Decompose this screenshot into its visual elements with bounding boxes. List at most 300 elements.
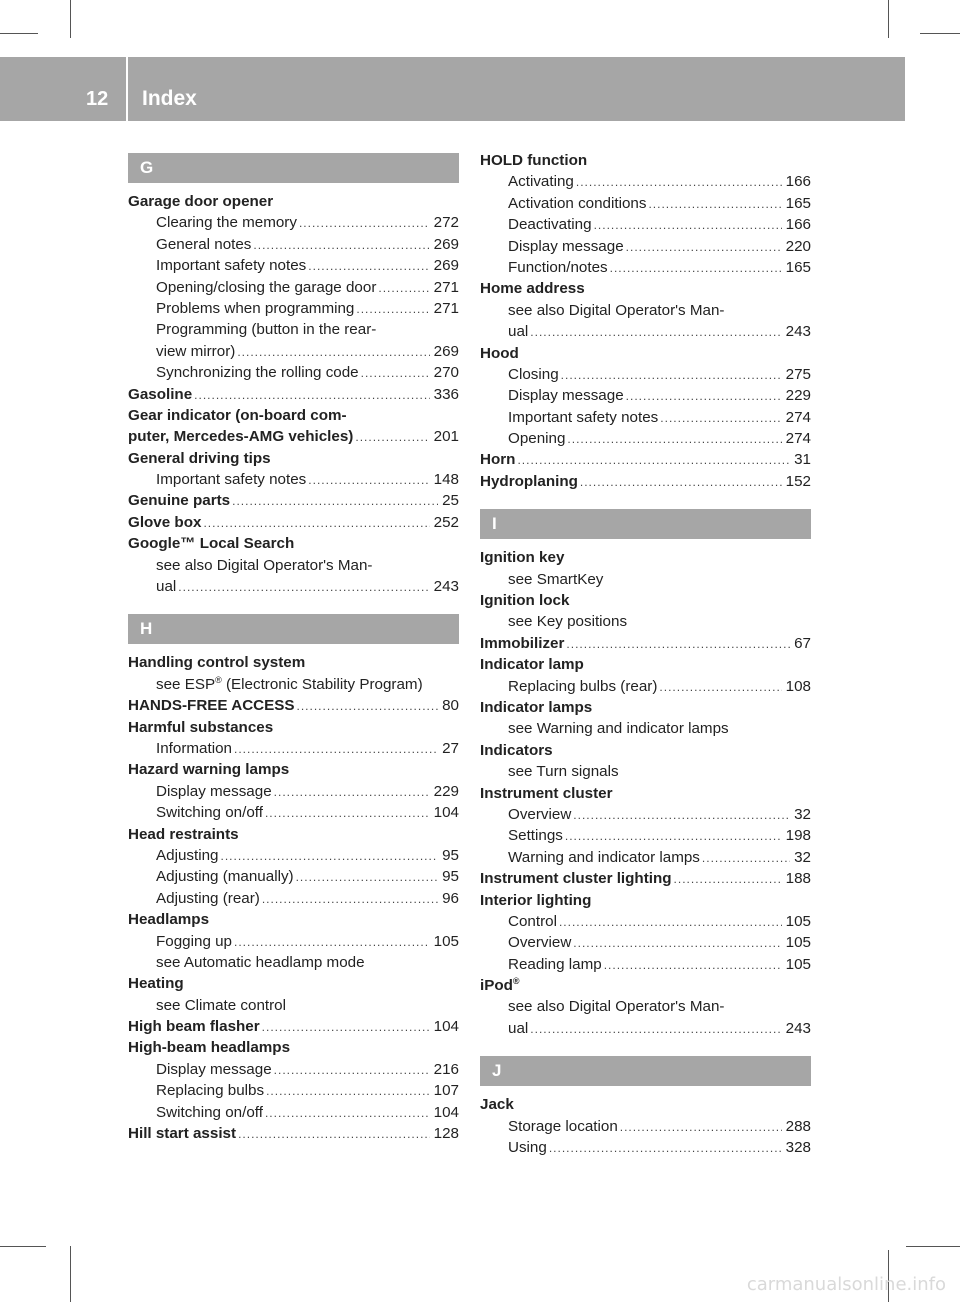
entry-term-text: see Turn signals — [508, 763, 619, 781]
index-subentry[interactable] — [480, 1018, 811, 1039]
entry-term — [508, 1137, 547, 1158]
section-letter-j: J — [480, 1056, 811, 1086]
page-reference[interactable]: 271 — [433, 299, 459, 317]
index-entry[interactable] — [128, 426, 459, 447]
entry-term — [156, 277, 376, 298]
crop-mark — [0, 1246, 46, 1247]
entry-term-text: Important safety notes — [156, 471, 307, 489]
dot-leader — [203, 513, 429, 534]
entry-term-text: ual — [508, 1019, 529, 1037]
index-subentry[interactable] — [128, 931, 459, 952]
entry-term — [128, 1016, 260, 1037]
crop-mark — [0, 33, 38, 34]
entry-term-text: Synchronizing the rolling code — [156, 364, 359, 382]
registered-mark: ® — [215, 674, 222, 685]
entry-term — [156, 255, 306, 276]
page-reference[interactable]: 269 — [433, 342, 459, 360]
crop-mark — [888, 0, 889, 38]
entry-term-text: Hazard warning lamps — [128, 761, 290, 779]
entry-term — [508, 932, 571, 953]
page-reference[interactable]: 104 — [433, 804, 459, 822]
crop-mark — [906, 1246, 960, 1247]
entry-term — [508, 321, 528, 342]
page-reference[interactable]: 95 — [442, 868, 459, 886]
page-reference[interactable]: 32 — [794, 805, 811, 823]
entry-term — [156, 319, 376, 340]
index-subentry[interactable] — [480, 428, 811, 449]
entry-term-text: see also Digital Operator's Man- — [156, 556, 373, 574]
entry-term-text: view mirror) — [156, 342, 236, 360]
page-reference[interactable]: 328 — [785, 1139, 811, 1157]
entry-term — [156, 674, 423, 695]
dot-leader — [573, 805, 790, 826]
entry-term-text: Information — [156, 739, 232, 757]
entry-term — [156, 298, 354, 319]
entry-term — [156, 555, 372, 576]
page-number: 12 — [86, 88, 109, 110]
page-reference[interactable]: 271 — [433, 278, 459, 296]
entry-term-text: Opening — [508, 430, 566, 448]
entry-term-text: Genuine parts — [128, 492, 231, 510]
index-subentry[interactable] — [128, 1102, 459, 1123]
entry-term — [508, 407, 658, 428]
dot-leader — [262, 889, 438, 910]
entry-term-text: Harmful substances — [128, 718, 274, 736]
entry-term-text: Immobilizer — [480, 634, 565, 652]
index-subentry — [128, 319, 459, 340]
entry-term-text: Storage location — [508, 1117, 618, 1135]
page-reference[interactable]: 105 — [785, 934, 811, 952]
index-subentry[interactable] — [128, 738, 459, 759]
entry-term — [480, 471, 578, 492]
index-entry[interactable] — [128, 490, 459, 511]
entry-term — [480, 740, 553, 761]
index-subentry[interactable] — [480, 1137, 811, 1158]
page-reference[interactable]: 104 — [433, 1018, 459, 1036]
header-divider — [126, 57, 128, 121]
entry-term-text: Indicator lamps — [480, 698, 593, 716]
index-entry — [128, 759, 459, 780]
page-reference[interactable]: 27 — [442, 739, 459, 757]
entry-term — [508, 569, 603, 590]
index-subentry[interactable] — [480, 236, 811, 257]
dot-leader — [530, 322, 781, 343]
entry-term-text: Control — [508, 912, 557, 930]
index-entry[interactable] — [480, 633, 811, 654]
index-subentry[interactable] — [128, 255, 459, 276]
index-subentry[interactable] — [480, 825, 811, 846]
entry-term-text: Interior lighting — [480, 891, 592, 909]
entry-term — [508, 364, 559, 385]
index-subentry[interactable] — [480, 385, 811, 406]
entry-term — [508, 611, 627, 632]
index-column-right — [480, 150, 811, 1158]
entry-term-text: see also Digital Operator's Man- — [508, 998, 725, 1016]
entry-term — [128, 759, 289, 780]
page-reference[interactable]: 25 — [442, 492, 459, 510]
watermark: carmanualsonline.info — [746, 1274, 946, 1295]
entry-term-text: Problems when programming — [156, 299, 355, 317]
index-subentry[interactable] — [480, 932, 811, 953]
entry-term — [128, 652, 305, 673]
index-subentry[interactable] — [128, 469, 459, 490]
entry-term-text: Activating — [508, 173, 574, 191]
entry-term-text: Hydroplaning — [480, 472, 578, 490]
entry-term — [508, 428, 565, 449]
entry-term-text: Indicators — [480, 741, 553, 759]
index-entry — [480, 150, 811, 171]
entry-term — [128, 824, 239, 845]
index-subentry[interactable] — [480, 321, 811, 342]
index-entry — [128, 1037, 459, 1058]
entry-term-text: Activation conditions — [508, 194, 647, 212]
entry-term-text: HOLD function — [480, 152, 588, 169]
index-subentry[interactable] — [128, 802, 459, 823]
entry-term-text: Reading lamp — [508, 955, 602, 973]
entry-term-text: see Warning and indicator lamps — [508, 720, 729, 738]
dot-leader — [234, 932, 430, 953]
index-subentry[interactable] — [128, 212, 459, 233]
entry-term-text: Google™ Local Search — [128, 535, 295, 553]
page-reference[interactable]: 229 — [433, 782, 459, 800]
page-reference[interactable]: 243 — [433, 578, 459, 596]
index-subentry[interactable] — [128, 341, 459, 362]
index-subentry — [128, 995, 459, 1016]
page-reference[interactable]: 243 — [785, 1019, 811, 1037]
entry-term-text: Handling control system — [128, 654, 306, 672]
index-subentry — [480, 996, 811, 1017]
dot-leader — [356, 299, 429, 320]
entry-term — [156, 802, 263, 823]
entry-term-text: Deactivating — [508, 216, 592, 234]
entry-term-text: Warning and indicator lamps — [508, 848, 700, 866]
index-entry[interactable] — [128, 1016, 459, 1037]
index-entry — [480, 740, 811, 761]
entry-term — [128, 533, 294, 554]
entry-term-text: High-beam headlamps — [128, 1039, 291, 1057]
entry-term-text: Adjusting (rear) — [156, 889, 260, 907]
entry-term-text: see Automatic headlamp mode — [156, 953, 365, 971]
index-subentry[interactable] — [128, 234, 459, 255]
index-entry — [128, 652, 459, 673]
dot-leader — [296, 867, 439, 888]
entry-term — [128, 717, 273, 738]
crop-mark — [920, 33, 960, 34]
page-reference[interactable]: 274 — [785, 408, 811, 426]
page-reference[interactable]: 269 — [433, 257, 459, 275]
page-reference[interactable]: 32 — [794, 848, 811, 866]
page-reference[interactable]: 166 — [785, 173, 811, 191]
entry-term-text: Clearing the memory — [156, 214, 297, 232]
index-subentry[interactable] — [480, 257, 811, 278]
entry-term — [508, 761, 619, 782]
page-reference[interactable]: 67 — [794, 634, 811, 652]
dot-leader — [648, 194, 781, 215]
entry-term-text: Closing — [508, 365, 559, 383]
entry-term — [156, 738, 232, 759]
crop-mark — [70, 1246, 71, 1302]
entry-term — [128, 191, 273, 212]
entry-term — [156, 341, 235, 362]
index-entry[interactable] — [480, 449, 811, 470]
index-entry[interactable] — [128, 695, 459, 716]
entry-term-text: Display message — [508, 237, 624, 255]
index-entry — [128, 717, 459, 738]
entry-term — [156, 931, 232, 952]
entry-term-text: Display message — [156, 1060, 272, 1078]
entry-term-text: General driving tips — [128, 449, 271, 467]
dot-leader — [626, 237, 782, 258]
page-reference[interactable]: 107 — [433, 1082, 459, 1100]
page-reference[interactable]: 148 — [433, 471, 459, 489]
entry-term-text: Overview — [508, 934, 572, 952]
entry-term — [480, 654, 584, 675]
page-reference[interactable]: 201 — [433, 428, 459, 446]
entry-term — [156, 1102, 263, 1123]
index-entry[interactable] — [128, 1123, 459, 1144]
entry-term-text: Home address — [480, 280, 585, 298]
entry-term-text: Instrument cluster lighting — [480, 870, 672, 888]
dot-leader — [567, 429, 781, 450]
page-reference[interactable]: 270 — [433, 364, 459, 382]
entry-term — [156, 781, 272, 802]
page-reference[interactable]: 128 — [433, 1125, 459, 1143]
entry-term-text: Hood — [480, 344, 519, 362]
entry-term-text: HANDS-FREE ACCESS — [128, 697, 295, 715]
entry-term — [480, 1094, 514, 1115]
dot-leader — [530, 1019, 781, 1040]
entry-term — [508, 300, 724, 321]
index-entry[interactable] — [128, 512, 459, 533]
index-entry — [480, 890, 811, 911]
index-subentry[interactable] — [128, 888, 459, 909]
entry-term — [508, 996, 724, 1017]
entry-term — [156, 234, 251, 255]
dot-leader — [234, 739, 438, 760]
index-entry[interactable] — [480, 868, 811, 889]
entry-term-text: General notes — [156, 235, 252, 253]
entry-term-text: Hill start assist — [128, 1125, 237, 1143]
entry-term — [508, 911, 557, 932]
page-reference[interactable]: 152 — [785, 472, 811, 490]
entry-term-text: Display message — [156, 782, 272, 800]
entry-term — [508, 1116, 618, 1137]
index-entry — [128, 824, 459, 845]
index-subentry[interactable] — [128, 781, 459, 802]
page-reference[interactable]: 275 — [785, 365, 811, 383]
index-subentry[interactable] — [480, 954, 811, 975]
dot-leader — [308, 470, 429, 491]
dot-leader — [565, 826, 782, 847]
index-entry — [480, 343, 811, 364]
entry-term-text: High beam flasher — [128, 1018, 260, 1036]
index-entry — [480, 975, 811, 996]
index-subentry[interactable] — [480, 171, 811, 192]
entry-term — [156, 212, 297, 233]
page-reference[interactable]: 105 — [433, 932, 459, 950]
entry-term — [508, 385, 624, 406]
entry-term — [128, 426, 353, 447]
entry-term — [508, 193, 646, 214]
index-subentry[interactable] — [128, 362, 459, 383]
page-reference[interactable]: 104 — [433, 1103, 459, 1121]
page-reference[interactable]: 31 — [794, 451, 811, 469]
dot-leader — [604, 955, 782, 976]
entry-term-text: Headlamps — [128, 911, 210, 929]
entry-term — [480, 150, 587, 171]
index-subentry — [480, 569, 811, 590]
index-entry — [128, 405, 459, 426]
dot-leader — [178, 577, 429, 598]
page-reference[interactable]: 336 — [433, 385, 459, 403]
entry-term — [480, 783, 613, 804]
entry-term-text: Garage door opener — [128, 193, 274, 210]
index-subentry[interactable] — [128, 277, 459, 298]
entry-term — [480, 343, 519, 364]
page-reference[interactable]: 243 — [785, 323, 811, 341]
index-subentry[interactable] — [480, 804, 811, 825]
index-subentry[interactable] — [480, 214, 811, 235]
index-subentry — [128, 952, 459, 973]
entry-term-text: Ignition key — [480, 549, 565, 567]
page-reference[interactable]: 252 — [433, 513, 459, 531]
page-reference[interactable]: 269 — [433, 235, 459, 253]
entry-term-text: Indicator lamp — [480, 656, 584, 674]
entry-term — [156, 1059, 272, 1080]
index-subentry[interactable] — [128, 298, 459, 319]
index-entry — [480, 783, 811, 804]
entry-term-text: Overview — [508, 805, 572, 823]
index-subentry[interactable] — [480, 911, 811, 932]
entry-term — [128, 695, 295, 716]
index-entry — [128, 448, 459, 469]
section-letter-i: I — [480, 509, 811, 539]
entry-term — [480, 449, 515, 470]
entry-term — [156, 995, 286, 1016]
entry-term — [508, 676, 657, 697]
dot-leader — [549, 1138, 782, 1159]
page-reference[interactable]: 288 — [785, 1117, 811, 1135]
index-entry[interactable] — [128, 384, 459, 405]
entry-term — [156, 362, 359, 383]
page-reference[interactable]: 198 — [785, 827, 811, 845]
entry-term — [128, 384, 192, 405]
entry-term — [156, 469, 306, 490]
index-subentry[interactable] — [128, 1080, 459, 1101]
entry-term-text: Important safety notes — [508, 408, 659, 426]
page-reference[interactable]: 272 — [433, 214, 459, 232]
page-reference[interactable]: 165 — [785, 194, 811, 212]
page-reference[interactable]: 108 — [785, 677, 811, 695]
entry-term-text: Important safety notes — [156, 257, 307, 275]
entry-term-text: ual — [508, 323, 529, 341]
page-reference[interactable]: 95 — [442, 846, 459, 864]
page-title: Index — [142, 87, 197, 110]
index-subentry[interactable] — [128, 576, 459, 597]
dot-leader — [253, 235, 429, 256]
entry-term-text: Gear indicator (on-board com- — [128, 406, 347, 424]
dot-leader — [378, 278, 429, 299]
entry-term — [128, 1123, 236, 1144]
index-subentry[interactable] — [480, 676, 811, 697]
page-reference[interactable]: 105 — [785, 955, 811, 973]
dot-leader — [262, 1017, 430, 1038]
page-reference[interactable]: 274 — [785, 430, 811, 448]
page-reference[interactable]: 220 — [785, 237, 811, 255]
entry-term-text: Display message — [508, 387, 624, 405]
dot-leader — [194, 385, 430, 406]
entry-term-text: Heating — [128, 975, 184, 993]
dot-leader — [265, 803, 430, 824]
index-subentry[interactable] — [480, 193, 811, 214]
index-subentry[interactable] — [128, 845, 459, 866]
page-reference[interactable]: 229 — [785, 387, 811, 405]
index-subentry[interactable] — [480, 407, 811, 428]
index-subentry[interactable] — [480, 1116, 811, 1137]
page-reference[interactable]: 96 — [442, 889, 459, 907]
entry-term-text: Settings — [508, 827, 563, 845]
index-entry[interactable] — [480, 471, 811, 492]
entry-term-text-after: (Electronic Stability Program) — [221, 675, 423, 693]
page-reference[interactable]: 188 — [785, 870, 811, 888]
dot-leader — [674, 869, 782, 890]
entry-term-text: Fogging up — [156, 932, 232, 950]
page-reference[interactable]: 216 — [433, 1060, 459, 1078]
dot-leader — [355, 427, 429, 448]
entry-term-text: Ignition lock — [480, 592, 570, 610]
entry-term — [508, 257, 608, 278]
entry-term — [128, 490, 230, 511]
dot-leader — [517, 450, 790, 471]
entry-term — [128, 1037, 290, 1058]
index-subentry[interactable] — [480, 847, 811, 868]
page-reference[interactable]: 105 — [785, 912, 811, 930]
entry-term — [480, 890, 591, 911]
dot-leader — [299, 213, 430, 234]
entry-term — [128, 512, 201, 533]
index-subentry[interactable] — [128, 866, 459, 887]
index-subentry — [480, 611, 811, 632]
entry-term-text: Jack — [480, 1096, 514, 1114]
entry-term — [480, 590, 569, 611]
index-entry — [480, 547, 811, 568]
entry-term-text: iPod — [480, 977, 513, 995]
entry-term — [128, 405, 347, 426]
index-entry — [480, 654, 811, 675]
entry-term-text: Glove box — [128, 513, 202, 531]
entry-term-text: Adjusting (manually) — [156, 868, 294, 886]
dot-leader — [274, 782, 430, 803]
entry-term — [480, 633, 564, 654]
index-subentry[interactable] — [128, 1059, 459, 1080]
index-subentry — [128, 555, 459, 576]
entry-term — [128, 909, 209, 930]
entry-term-text: Function/notes — [508, 258, 608, 276]
section-letter-g: G — [128, 153, 459, 183]
dot-leader — [266, 1081, 430, 1102]
page-reference[interactable]: 166 — [785, 216, 811, 234]
entry-term — [508, 718, 729, 739]
page-reference[interactable]: 165 — [785, 258, 811, 276]
index-subentry — [480, 718, 811, 739]
index-subentry[interactable] — [480, 364, 811, 385]
dot-leader — [594, 215, 782, 236]
page-reference[interactable]: 80 — [442, 697, 459, 715]
section-letter-h: H — [128, 614, 459, 644]
entry-term — [508, 1018, 528, 1039]
dot-leader — [361, 363, 430, 384]
entry-term-text: see ESP — [156, 675, 216, 693]
